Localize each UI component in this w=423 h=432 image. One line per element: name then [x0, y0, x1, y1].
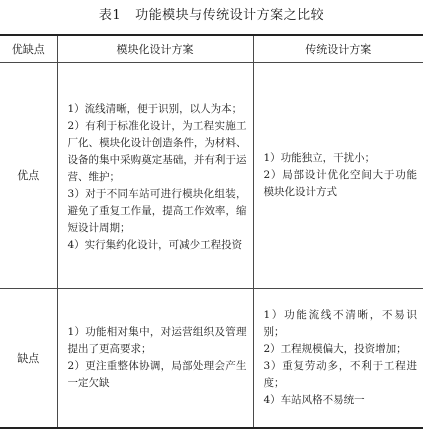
list-item: 3）对于不同车站可进行模块化组装，避免了重复工作量，提高工作效率，缩短设计周期；	[67, 188, 247, 234]
disadvantages-traditional-cell	[253, 289, 423, 429]
header-row	[0, 35, 423, 63]
list-item: 4）车站风格不易统一	[263, 394, 365, 406]
list-item: 3）重复劳动多，不利于工程进度；	[263, 360, 417, 389]
list-item: 2）有利于标准化设计，为工程实施工厂化、模块化设计创造条件，为材料、设备的集中采购奠定基础，并有利于运营、维护；	[67, 120, 247, 183]
list-item: 1）功能流线不清晰，不易识别；	[263, 309, 417, 338]
list-item: 2）工程规模偏大，投资增加；	[263, 343, 407, 355]
list-item: 2）局部设计优化空间大于功能模块化设计方式	[263, 169, 417, 198]
advantages-traditional-cell	[253, 63, 423, 289]
comparison-table	[0, 34, 423, 429]
list-item: 4）实行集约化设计，可减少工程投资	[67, 239, 243, 251]
list-item: 1）流线清晰，便于识别，以人为本；	[67, 103, 243, 115]
table-number: 表1	[98, 8, 122, 23]
header-modular-scheme: 模块化设计方案	[57, 35, 253, 63]
header-traditional-scheme: 传统设计方案	[253, 35, 423, 63]
list-item: 1）功能相对集中，对运营组织及管理提出了更高要求；	[67, 326, 247, 355]
advantages-modular-cell	[57, 63, 253, 289]
table-row-disadvantages	[0, 289, 423, 429]
table-caption: 功能模块与传统设计方案之比较	[135, 8, 325, 23]
table-title	[0, 8, 423, 24]
list-item: 2）更注重整体协调，局部处理会产生一定欠缺	[67, 360, 247, 389]
disadvantages-modular-cell	[57, 289, 253, 429]
row-label-advantages: 优点	[0, 63, 57, 289]
list-item: 1）功能独立，干扰小；	[263, 152, 376, 164]
header-pros-cons: 优缺点	[0, 35, 57, 63]
table-row-advantages	[0, 63, 423, 289]
row-label-disadvantages: 缺点	[0, 289, 57, 429]
